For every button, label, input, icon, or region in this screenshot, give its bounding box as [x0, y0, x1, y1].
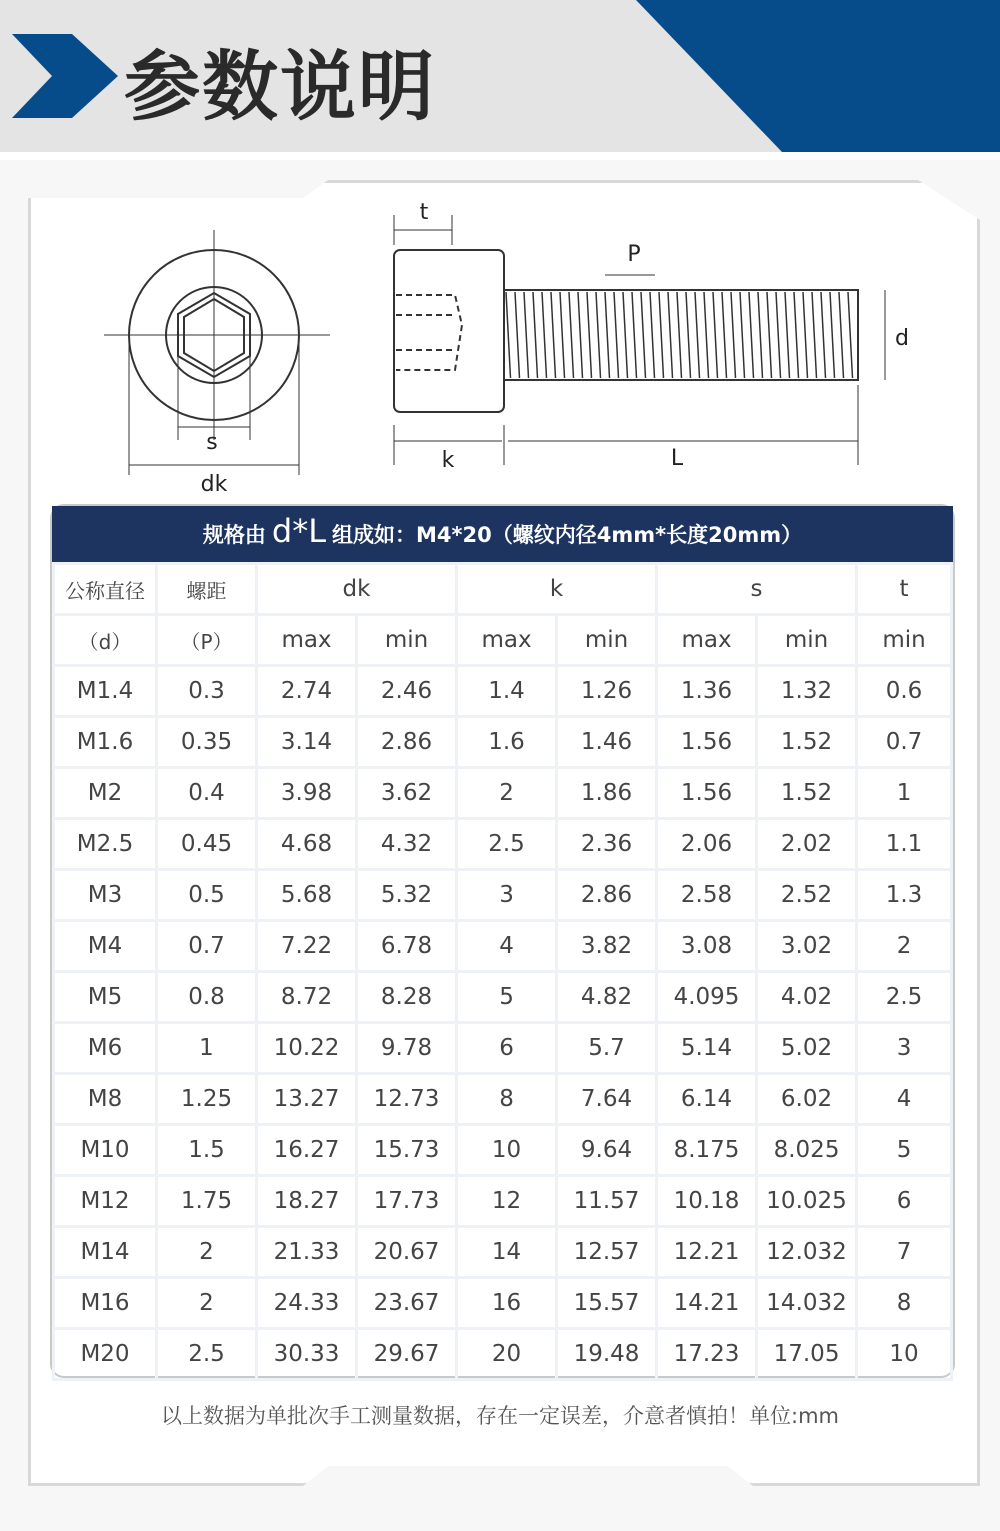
table-cell: 12	[457, 1176, 557, 1227]
table-cell: M8	[54, 1074, 157, 1125]
table-cell: 3	[457, 870, 557, 921]
table-cell: 2.5	[857, 972, 952, 1023]
footer-note: 以上数据为单批次手工测量数据，存在一定误差，介意者慎拍！单位:mm	[161, 1404, 839, 1428]
table-row	[54, 1074, 952, 1125]
table-cell: M20	[54, 1329, 157, 1380]
table-cell: 0.3	[157, 666, 257, 717]
table-cell: 2.5	[157, 1329, 257, 1380]
table-cell: 14	[457, 1227, 557, 1278]
table-cell: 1.5	[157, 1125, 257, 1176]
table-cell: 2.52	[757, 870, 857, 921]
table-cell: 4.82	[557, 972, 657, 1023]
table-cell: M1.4	[54, 666, 157, 717]
table-cell: 2	[457, 768, 557, 819]
table-cell: 2	[157, 1227, 257, 1278]
table-cell: 0.7	[857, 717, 952, 768]
header-s: s	[657, 564, 857, 615]
table-cell: 16	[457, 1278, 557, 1329]
table-cell: 2.46	[357, 666, 457, 717]
table-cell: 11.57	[557, 1176, 657, 1227]
table-cell: 5.02	[757, 1023, 857, 1074]
table-cell: M5	[54, 972, 157, 1023]
header-sub: min	[757, 615, 857, 666]
header-sub: max	[657, 615, 757, 666]
table-cell: 9.64	[557, 1125, 657, 1176]
table-cell: 13.27	[257, 1074, 357, 1125]
spec-grid	[52, 562, 953, 1381]
table-row	[54, 1227, 952, 1278]
header-sub: min	[857, 615, 952, 666]
section-title: 参数说明	[124, 42, 436, 131]
label-dk: dk	[200, 472, 228, 497]
table-cell: 1.25	[157, 1074, 257, 1125]
table-row	[54, 1176, 952, 1227]
header-dk: dk	[257, 564, 457, 615]
table-cell: 1	[157, 1023, 257, 1074]
table-cell: 8.72	[257, 972, 357, 1023]
table-cell: M3	[54, 870, 157, 921]
screw-diagram	[90, 195, 909, 497]
label-p: P	[627, 242, 641, 267]
table-cell: M2	[54, 768, 157, 819]
table-cell: 3.62	[357, 768, 457, 819]
table-cell: 9.78	[357, 1023, 457, 1074]
table-cell: 14.032	[757, 1278, 857, 1329]
table-row	[54, 717, 952, 768]
header-t: t	[857, 564, 952, 615]
table-cell: 3.14	[257, 717, 357, 768]
header-pitch-label: 螺距	[157, 564, 257, 615]
table-cell: 2	[157, 1278, 257, 1329]
table-cell: 2.06	[657, 819, 757, 870]
table-cell: M14	[54, 1227, 157, 1278]
table-cell: 17.73	[357, 1176, 457, 1227]
table-cell: 0.6	[857, 666, 952, 717]
table-cell: 1.75	[157, 1176, 257, 1227]
table-row	[54, 972, 952, 1023]
table-cell: 3.02	[757, 921, 857, 972]
table-row	[54, 921, 952, 972]
table-cell: 7	[857, 1227, 952, 1278]
table-cell: 21.33	[257, 1227, 357, 1278]
table-cell: 12.032	[757, 1227, 857, 1278]
table-cell: 2.36	[557, 819, 657, 870]
table-cell: 7.64	[557, 1074, 657, 1125]
table-cell: 1.36	[657, 666, 757, 717]
table-cell: 17.05	[757, 1329, 857, 1380]
table-cell: 2.02	[757, 819, 857, 870]
header-sub: min	[557, 615, 657, 666]
table-cell: M16	[54, 1278, 157, 1329]
table-cell: 20.67	[357, 1227, 457, 1278]
header-sub: min	[357, 615, 457, 666]
table-cell: 5.14	[657, 1023, 757, 1074]
table-cell: 1.56	[657, 768, 757, 819]
table-cell: 17.23	[657, 1329, 757, 1380]
table-cell: 1.52	[757, 717, 857, 768]
table-row	[54, 666, 952, 717]
table-cell: 10.18	[657, 1176, 757, 1227]
table-caption	[52, 506, 953, 562]
header-diameter-label: 公称直径	[54, 564, 157, 615]
table-cell: 15.73	[357, 1125, 457, 1176]
table-cell: M6	[54, 1023, 157, 1074]
table-cell: 0.7	[157, 921, 257, 972]
table-cell: 19.48	[557, 1329, 657, 1380]
table-cell: 7.22	[257, 921, 357, 972]
table-cell: 2.5	[457, 819, 557, 870]
table-cell: 4.68	[257, 819, 357, 870]
table-cell: 1	[857, 768, 952, 819]
label-l: L	[670, 446, 684, 471]
table-row	[54, 1329, 952, 1380]
header-sub: max	[257, 615, 357, 666]
table-cell: 3.82	[557, 921, 657, 972]
header-row-groups	[54, 564, 952, 615]
table-cell: 5.7	[557, 1023, 657, 1074]
table-cell: 8.025	[757, 1125, 857, 1176]
table-cell: 5	[457, 972, 557, 1023]
table-cell: 1.26	[557, 666, 657, 717]
table-cell: 0.5	[157, 870, 257, 921]
table-cell: M12	[54, 1176, 157, 1227]
table-cell: 0.4	[157, 768, 257, 819]
table-cell: 1.6	[457, 717, 557, 768]
label-s: s	[206, 430, 218, 455]
label-d: d	[895, 326, 909, 351]
table-cell: 1.4	[457, 666, 557, 717]
label-t: t	[419, 200, 429, 225]
table-cell: 2.74	[257, 666, 357, 717]
table-cell: 15.57	[557, 1278, 657, 1329]
table-cell: 6	[857, 1176, 952, 1227]
table-cell: 8	[457, 1074, 557, 1125]
table-cell: 6.78	[357, 921, 457, 972]
table-cell: 0.45	[157, 819, 257, 870]
table-cell: 10.025	[757, 1176, 857, 1227]
table-cell: 6.14	[657, 1074, 757, 1125]
table-cell: M10	[54, 1125, 157, 1176]
table-cell: 12.21	[657, 1227, 757, 1278]
table-cell: 1.86	[557, 768, 657, 819]
table-cell: 4.32	[357, 819, 457, 870]
table-row	[54, 819, 952, 870]
table-cell: 5.68	[257, 870, 357, 921]
table-row	[54, 1125, 952, 1176]
table-cell: 5.32	[357, 870, 457, 921]
header-pitch-symbol: （P）	[157, 615, 257, 666]
table-row	[54, 1278, 952, 1329]
table-cell: 10	[457, 1125, 557, 1176]
header-row-sub	[54, 615, 952, 666]
table-cell: 3	[857, 1023, 952, 1074]
table-cell: 12.57	[557, 1227, 657, 1278]
table-cell: 14.21	[657, 1278, 757, 1329]
table-cell: 0.35	[157, 717, 257, 768]
table-cell: M4	[54, 921, 157, 972]
table-cell: 3.98	[257, 768, 357, 819]
table-cell: 12.73	[357, 1074, 457, 1125]
table-cell: 10.22	[257, 1023, 357, 1074]
table-cell: 30.33	[257, 1329, 357, 1380]
table-row	[54, 870, 952, 921]
header-sub: max	[457, 615, 557, 666]
table-cell: 1.32	[757, 666, 857, 717]
table-cell: 4.095	[657, 972, 757, 1023]
table-cell: 8.28	[357, 972, 457, 1023]
table-cell: 8	[857, 1278, 952, 1329]
label-k: k	[441, 448, 455, 473]
table-cell: 24.33	[257, 1278, 357, 1329]
table-cell: 1.52	[757, 768, 857, 819]
spec-table	[50, 504, 955, 1378]
table-cell: 2.58	[657, 870, 757, 921]
table-cell: 4.02	[757, 972, 857, 1023]
table-cell: M2.5	[54, 819, 157, 870]
table-cell: 23.67	[357, 1278, 457, 1329]
header-k: k	[457, 564, 657, 615]
header-diameter-symbol: （d）	[54, 615, 157, 666]
section-banner	[0, 0, 1000, 152]
table-row	[54, 768, 952, 819]
table-cell: 20	[457, 1329, 557, 1380]
table-cell: 2	[857, 921, 952, 972]
table-cell: 4	[457, 921, 557, 972]
table-cell: 6.02	[757, 1074, 857, 1125]
caption-suffix: 组成如：M4*20（螺纹内径4mm*长度20mm）	[332, 523, 803, 547]
table-cell: 3.08	[657, 921, 757, 972]
table-cell: 10	[857, 1329, 952, 1380]
table-cell: 1.46	[557, 717, 657, 768]
table-cell: 8.175	[657, 1125, 757, 1176]
table-row	[54, 1023, 952, 1074]
table-cell: 18.27	[257, 1176, 357, 1227]
caption-formula: d*L	[271, 512, 327, 550]
table-cell: 1.1	[857, 819, 952, 870]
chevron-icon	[12, 34, 118, 118]
table-cell: 6	[457, 1023, 557, 1074]
table-cell: 2.86	[357, 717, 457, 768]
table-cell: 2.86	[557, 870, 657, 921]
table-cell: 1.3	[857, 870, 952, 921]
table-cell: M1.6	[54, 717, 157, 768]
table-cell: 16.27	[257, 1125, 357, 1176]
table-cell: 1.56	[657, 717, 757, 768]
table-cell: 5	[857, 1125, 952, 1176]
table-cell: 0.8	[157, 972, 257, 1023]
caption-prefix: 规格由	[202, 523, 266, 547]
table-cell: 4	[857, 1074, 952, 1125]
table-cell: 29.67	[357, 1329, 457, 1380]
